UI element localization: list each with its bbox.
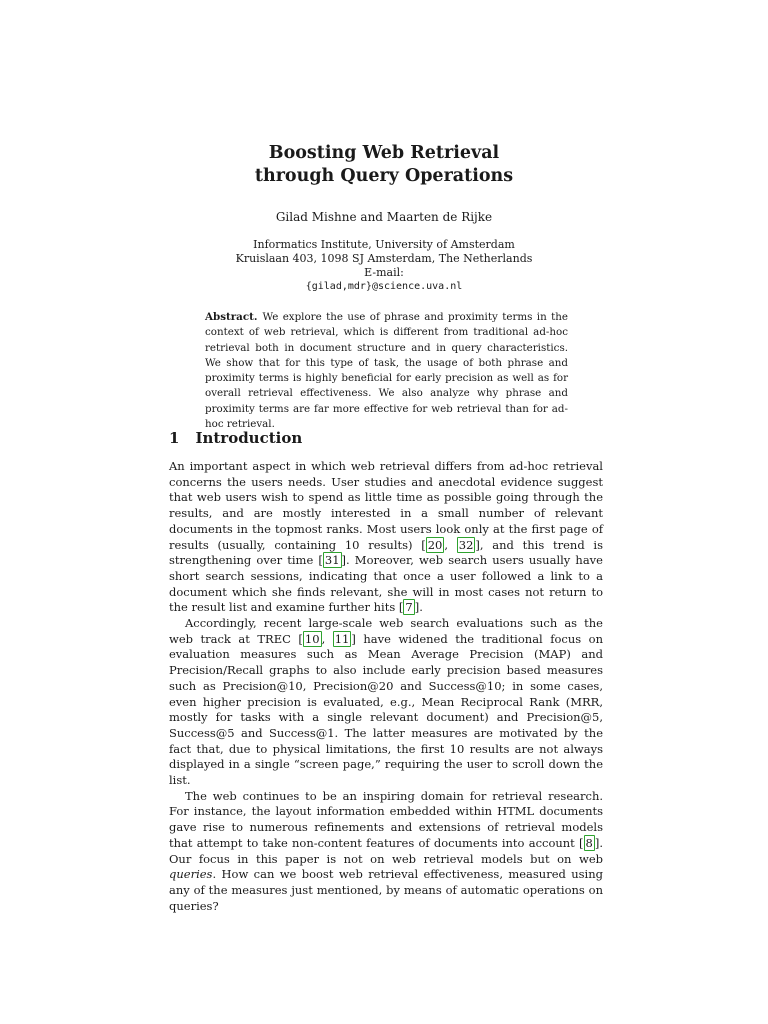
paragraph-text: ], and this trend is strengthening over time [ (169, 537, 604, 568)
paragraph-text: ]. (414, 600, 423, 615)
author-list: Gilad Mishne and Maarten de Rijke (275, 210, 493, 224)
paragraph-text: . How can we boost web retrieval effectiveness, measured using any of the measures just mentioned, by means of automatic operations on queries? (169, 867, 603, 913)
paragraph-text: ] have widened the traditional focus on evaluation measures such as Mean Average Precision (MAP) and Precision/Recall graphs to also include early precision based measures such as Precision@10, Precision@20 and Success@10; in some cases, even higher precision is evaluated, e.g., Mean Reciprocal Rank (MRR, mostly for tasks with a single relevant document) and Precision@5, Success@5 and Success@1. The latter measures are motivated by the fact that, due to physical limitations, the first 10 results are not always displayed in a single “screen page,” requiring the user to scroll down the list. (169, 631, 603, 788)
paragraph-text: Accordingly, recent large-scale web search evaluations such as the web track at TREC [ (169, 616, 603, 646)
abstract (205, 310, 568, 432)
email-address: {gilad,mdr}@science.uva.nl (305, 281, 463, 292)
affiliation (0, 238, 768, 294)
affiliation-institute: Informatics Institute, University of Amsterdam (253, 238, 515, 251)
citation-link[interactable]: 31 (324, 553, 340, 568)
paragraph-text: ]. Our focus in this paper is not on web retrieval models but on web (169, 835, 603, 866)
paragraph-text: , (444, 537, 457, 552)
section-body (169, 459, 603, 914)
paragraph-text: An important aspect in which web retrieval differs from ad-hoc retrieval concerns the users needs. User studies and anecdotal evidence suggest that web users wish to spend as little time as possible going through the results, and are mostly interested in a small number of relevant documents in the topmost ranks. Most users look only at the first page of results (usually, containing 10 results) [ (169, 459, 603, 552)
section-heading-introduction (169, 428, 302, 448)
emphasis-queries: queries (169, 867, 213, 882)
citation-link[interactable]: 7 (405, 600, 413, 615)
paragraph-text: The web continues to be an inspiring domain for retrieval research. For instance, the layout information embedded within HTML documents gave rise to numerous refinements and extensions of retrieval models that attempt to take non-content features of documents into account [ (169, 788, 603, 850)
title-line-2: through Query Operations (254, 166, 514, 186)
citation-link[interactable]: 20 (427, 537, 443, 552)
paragraph-text: ]. Moreover, web search users usually have short search sessions, indicating that once a user followed a link to a document which she finds relevant, she will in most cases not return to the result list and examine further hits [ (169, 553, 603, 615)
citation-link[interactable]: 8 (585, 835, 593, 850)
citation-link[interactable]: 10 (304, 631, 320, 646)
section-title: Introduction (195, 429, 303, 447)
section-number: 1 (169, 429, 180, 447)
title-line-1: Boosting Web Retrieval (268, 143, 500, 163)
citation-link[interactable]: 11 (334, 631, 350, 646)
paragraph-text: , (321, 631, 333, 646)
email-prefix: E-mail: (364, 266, 404, 279)
affiliation-address: Kruislaan 403, 1098 SJ Amsterdam, The Netherlands (235, 252, 533, 265)
paragraph-3 (169, 789, 603, 915)
citation-link[interactable]: 32 (458, 537, 474, 552)
abstract-label: Abstract. (205, 311, 258, 323)
paragraph-2 (169, 616, 603, 789)
paragraph-1 (169, 459, 603, 616)
abstract-text: We explore the use of phrase and proximity terms in the context of web retrieval, which is different from traditional ad-hoc retrieval both in document structure and in query characteristics. We show that for this type of task, the usage of both phrase and proximity terms is highly beneficial for early precision as well as for overall retrieval effectiveness. We also analyze why phrase and proximity terms are far more effective for web retrieval than for ad-hoc retrieval. (205, 311, 568, 431)
email-line (0, 266, 768, 294)
paper-title (0, 142, 768, 188)
